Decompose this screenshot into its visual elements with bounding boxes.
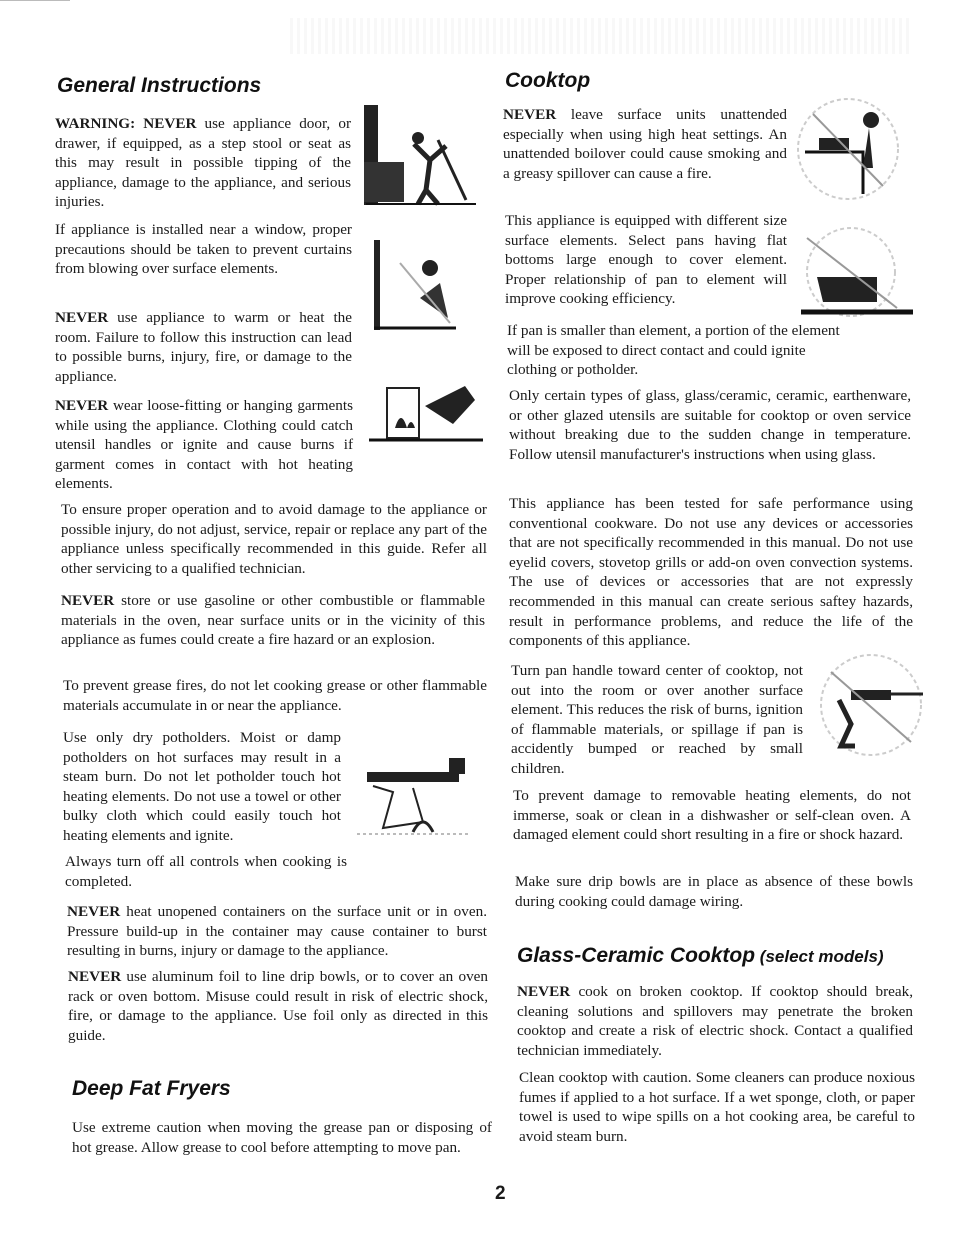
- glass-ceramic-heading-sub: (select models): [755, 947, 884, 966]
- aluminum-foil-paragraph: [68, 967, 488, 1045]
- loose-clothing-warning-illustration: [365, 378, 487, 458]
- cooktop-heading: Cooktop: [505, 69, 591, 92]
- containers-lead: NEVER: [67, 903, 121, 920]
- heating-room-warning-illustration: [370, 238, 460, 333]
- foil-text: use aluminum foil to line drip bowls, or to cover an oven rack or oven bottom. Misuse could result in risk of electric shock, fire, or damage to the appliance. Use foil only as directed in this guide.: [68, 968, 488, 1044]
- warm-text: use appliance to warm or heat the room. Failure to follow this instruction can lead to possible burns, injury, fire, or damage to the appliance.: [55, 309, 352, 385]
- containers-text: heat unopened containers on the surface unit or in oven. Pressure build-up in the container may cause container to burst resulting in burns, injury or damage to the appliance.: [67, 903, 487, 960]
- pan-size-illustration: [793, 222, 915, 322]
- removable-elements-paragraph: To prevent damage to removable heating elements, do not immerse, soak or clean in a dishwasher or self-clean oven. A damaged element could short resulting in a fire or shock hazard.: [513, 787, 911, 844]
- broken-lead: NEVER: [517, 983, 571, 1000]
- clothing-lead: NEVER: [55, 397, 109, 414]
- glass-ceramic-heading-main: Glass-Ceramic Cooktop: [517, 944, 756, 967]
- glass-ceramic-heading: [517, 944, 884, 968]
- potholders-paragraph: Use only dry potholders. Moist or damp potholders on hot surfaces may result in a steam burn. Do not let potholder touch hot heating elements. Do not use a towel or other bulky cloth which could easily touch hot heating elements and ignite.: [63, 729, 341, 844]
- proper-operation-paragraph: To ensure proper operation and to avoid damage to the appliance or possible injury, do not adjust, service, repair or replace any part of the appliance unless specifically recommended in this guide. Refer all other servicing to a qualified technician.: [61, 501, 487, 577]
- unopened-containers-paragraph: [67, 902, 487, 961]
- pan-handle-paragraph: Turn pan handle toward center of cooktop, not out into the room or over another surface element. This reduces the risk of burns, ignition of flammable materials, or spillage if pan is accidently bumped or reached by small children.: [511, 662, 803, 777]
- warm-room-paragraph: [55, 308, 352, 386]
- glass-utensils-paragraph: Only certain types of glass, glass/ceramic, ceramic, earthenware, or other glazed utensils are suitable for cooktop or oven service without breaking due to the sudden change in temperature. Follow utensil manufacturer's instructions when using glass.: [509, 387, 911, 463]
- clean-cooktop-paragraph: Clean cooktop with caution. Some cleaners can produce noxious fumes if applied to a hot surface. If a wet sponge, cloth, or paper towel is used to wipe spills on a hot cooking area, be careful to avoid steam burn.: [519, 1069, 915, 1145]
- gasoline-paragraph: [61, 591, 485, 650]
- potholder-towel-illustration: [353, 752, 473, 844]
- warning-lead: WARNING: NEVER: [55, 115, 197, 132]
- unattended-paragraph: [503, 105, 787, 183]
- unattended-text: leave surface units unattended especially when using high heat settings. An unattended boilover could cause smoking and a greasy spillover can cause a fire.: [503, 106, 787, 182]
- warning-text: use appliance door, or drawer, if equipped, as a step stool or seat as this may result in possible tipping of the appliance, damage to the appliance, and serious injuries.: [55, 115, 351, 211]
- foil-lead: NEVER: [68, 968, 122, 985]
- gasoline-lead: NEVER: [61, 592, 115, 609]
- step-stool-warning-illustration: [360, 100, 480, 212]
- surface-sizes-paragraph: This appliance is equipped with different size surface elements. Select pans having flat bottoms large enough to cover element. Proper relationship of pan to element will improve cooking efficiency.: [505, 212, 787, 308]
- tested-cookware-paragraph: This appliance has been tested for safe performance using conventional cookware. Do not use any devices or accessories that are not specifically recommended in this manual. Do not use eyelid covers, stovetop grills or add-on oven convection systems. The use of devices or accessories that are not expressly recommended in this manual can create serious saftey hazards, result in performance problems, and reduce the life of the components of this appliance.: [509, 495, 913, 650]
- unattended-boilover-illustration: [793, 94, 903, 204]
- scan-edge-line: [0, 0, 70, 1]
- deep-fat-fryers-paragraph: Use extreme caution when moving the grease pan or disposing of hot grease. Allow grease to cool before attempting to move pan.: [72, 1119, 492, 1156]
- general-instructions-heading: General Instructions: [57, 74, 262, 97]
- unattended-lead: NEVER: [503, 106, 557, 123]
- turn-off-controls-paragraph: Always turn off all controls when cooking is completed.: [65, 853, 347, 890]
- pan-smaller-paragraph: If pan is smaller than element, a portion of the element will be exposed to direct contact and could ignite clothing or potholder.: [507, 322, 840, 379]
- pan-handle-illustration: [811, 650, 927, 760]
- drip-bowls-paragraph: Make sure drip bowls are in place as absence of these bowls during cooking could damage wiring.: [515, 873, 913, 910]
- warm-lead: NEVER: [55, 309, 109, 326]
- warning-step-stool-paragraph: [55, 114, 351, 212]
- scan-header-noise: [290, 18, 910, 54]
- deep-fat-fryers-heading: Deep Fat Fryers: [72, 1077, 231, 1100]
- clothing-text: wear loose-fitting or hanging garments while using the appliance. Clothing could catch utensil handles or ignite and cause burns if garment comes in contact with hot heating elements.: [55, 397, 353, 493]
- grease-fires-paragraph: To prevent grease fires, do not let cooking grease or other flammable materials accumulate in or near the appliance.: [63, 677, 487, 714]
- broken-text: cook on broken cooktop. If cooktop should break, cleaning solutions and spillovers may penetrate the broken cooktop and create a risk of electric shock. Contact a qualified technician immediately.: [517, 983, 913, 1059]
- gasoline-text: store or use gasoline or other combustible or flammable materials in the oven, near surface units or in the vicinity of this appliance as fumes could create a fire hazard or an explosion.: [61, 592, 485, 649]
- window-curtains-paragraph: If appliance is installed near a window, proper precautions should be taken to prevent curtains from blowing over surface elements.: [55, 221, 352, 278]
- loose-clothing-paragraph: [55, 396, 353, 494]
- broken-cooktop-paragraph: [517, 982, 913, 1060]
- page-number: 2: [495, 1183, 506, 1204]
